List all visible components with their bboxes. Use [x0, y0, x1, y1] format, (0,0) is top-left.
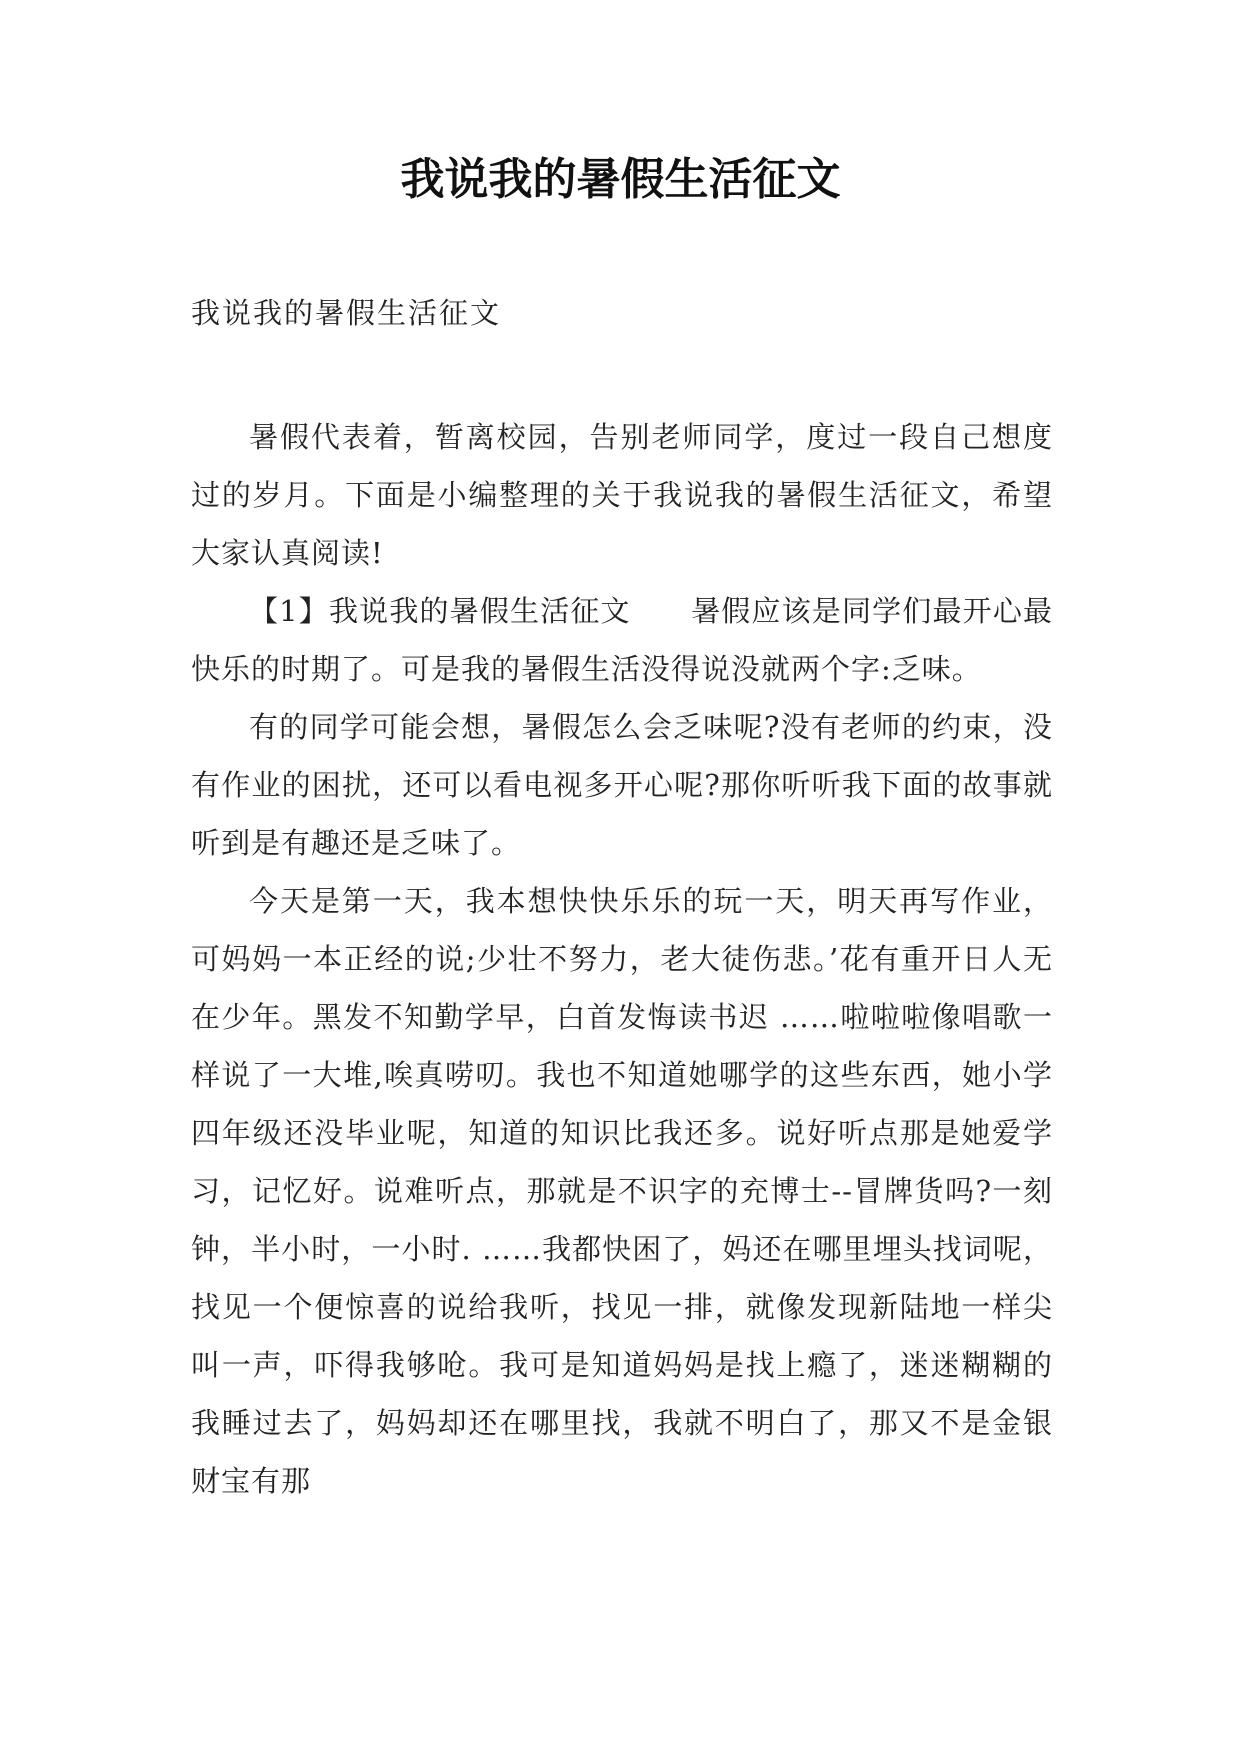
paragraph-question: 有的同学可能会想，暑假怎么会乏味呢?没有老师的约束，没有作业的困扰，还可以看电视多开心呢?那你听听我下面的故事就听到是有趣还是乏味了。: [191, 710, 1053, 860]
document-title: 我说我的暑假生活征文: [400, 154, 841, 205]
paragraph-section-1: 【1】我说我的暑假生活征文 暑假应该是同学们最开心最快乐的时期了。可是我的暑假生活没得说没就两个字:乏味。: [191, 594, 1053, 686]
document-body: [191, 408, 1053, 1510]
paragraph-intro: 暑假代表着，暂离校园，告别老师同学，度过一段自己想度过的岁月。下面是小编整理的关于我说我的暑假生活征文，希望大家认真阅读!: [191, 420, 1053, 570]
paragraph-story: 今天是第一天，我本想快快乐乐的玩一天，明天再写作业，可妈妈一本正经的说;少壮不努力，老大徒伤悲。’花有重开日人无在少年。黑发不知勤学早，白首发悔读书迟 ……啦啦啦像唱歌一样说了一大堆,唉真唠叨。我也不知道她哪学的这些东西，她小学四年级还没毕业呢，知道的知识比我还多。说好听点那是她爱学习，记忆好。说难听点，那就是不识字的充博士--冒牌货吗?一刻钟，半小时，一小时. ……我都快困了，妈还在哪里埋头找词呢，找见一个便惊喜的说给我听，找见一排，就像发现新陆地一样尖叫一声，吓得我够呛。我可是知道妈妈是找上瘾了，迷迷糊糊的我睡过去了，妈妈却还在哪里找，我就不明白了，那又不是金银财宝有那: [191, 884, 1053, 1498]
document-subtitle: 我说我的暑假生活征文: [191, 296, 502, 330]
